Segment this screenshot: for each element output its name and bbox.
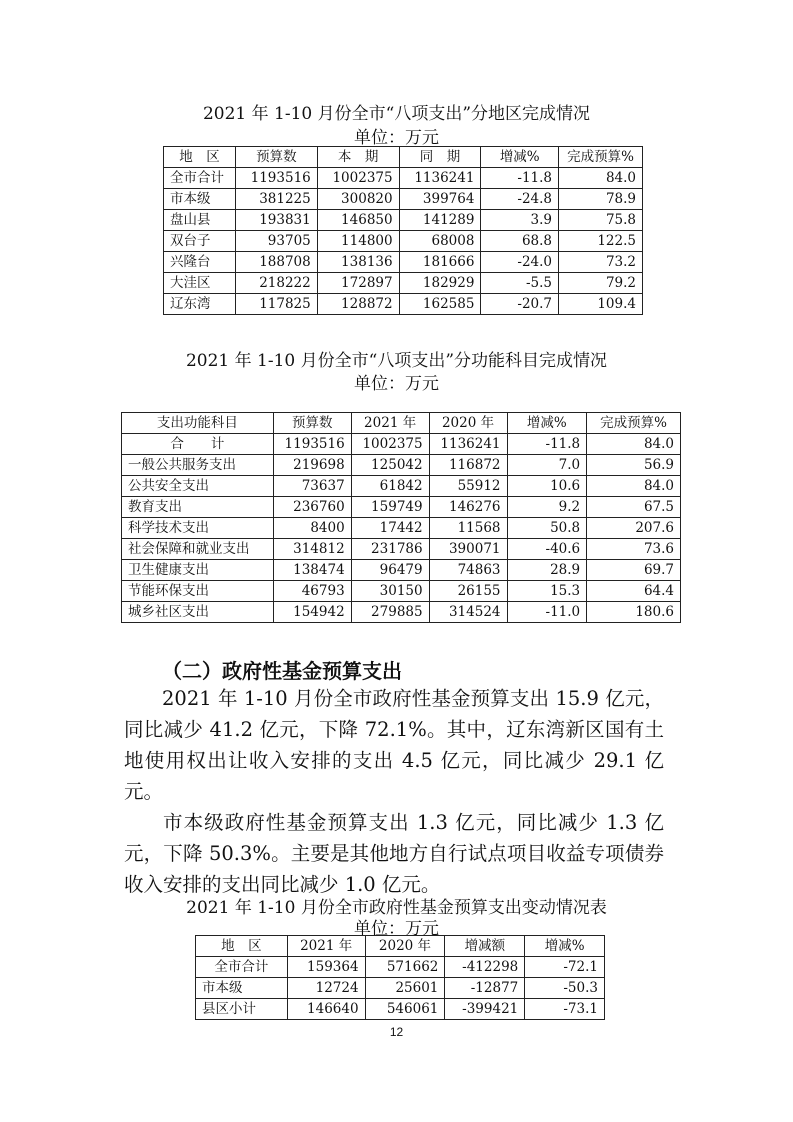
table2-category-cell: 节能环保支出 <box>122 581 274 602</box>
table2-functional-expenditure <box>121 412 681 623</box>
table1-cell: 141289 <box>399 210 481 231</box>
table1-region-cell: 盘山县 <box>164 210 236 231</box>
table1-regional-expenditure <box>163 146 643 315</box>
table2-cell: -40.6 <box>507 539 587 560</box>
table2-cell: 138474 <box>273 560 351 581</box>
table1-cell: 138136 <box>317 252 399 273</box>
table1-cell: 172897 <box>317 273 399 294</box>
table1-cell: 122.5 <box>559 231 643 252</box>
table1-region-cell: 市本级 <box>164 189 236 210</box>
table2-cell: 15.3 <box>507 581 587 602</box>
table1-cell: 79.2 <box>559 273 643 294</box>
table3-region-cell: 全市合计 <box>196 957 288 978</box>
table1-header-cell: 增减% <box>481 147 559 168</box>
table1-unit: 单位：万元 <box>354 128 439 148</box>
table2-cell: 279885 <box>351 602 429 623</box>
table1-header-cell: 同 期 <box>399 147 481 168</box>
table1-cell: 218222 <box>235 273 317 294</box>
table1-cell: 188708 <box>235 252 317 273</box>
table3-region-cell: 市本级 <box>196 978 288 999</box>
table1-cell: 381225 <box>235 189 317 210</box>
table-row <box>196 957 605 978</box>
table-row <box>122 476 681 497</box>
table2-cell: 96479 <box>351 560 429 581</box>
table-row <box>164 273 643 294</box>
table2-header-cell: 支出功能科目 <box>122 413 274 434</box>
table2-cell: -11.8 <box>507 434 587 455</box>
table-row <box>164 252 643 273</box>
table2-cell: 69.7 <box>587 560 681 581</box>
table1-header-row <box>164 147 643 168</box>
table2-category-cell: 卫生健康支出 <box>122 560 274 581</box>
table3-header-cell: 2020 年 <box>365 936 445 957</box>
table1-cell: 1002375 <box>317 168 399 189</box>
table2-cell: 84.0 <box>587 434 681 455</box>
table3-cell: 159364 <box>287 957 365 978</box>
table1-cell: 300820 <box>317 189 399 210</box>
table2-cell: 390071 <box>429 539 507 560</box>
table2-category-cell: 教育支出 <box>122 497 274 518</box>
table1-cell: 399764 <box>399 189 481 210</box>
table3-cell: 146640 <box>287 999 365 1020</box>
table-row <box>164 231 643 252</box>
table2-category-cell: 科学技术支出 <box>122 518 274 539</box>
table1-region-cell: 兴隆台 <box>164 252 236 273</box>
table1-cell: 181666 <box>399 252 481 273</box>
table1-cell: -24.0 <box>481 252 559 273</box>
table2-cell: 9.2 <box>507 497 587 518</box>
table-row <box>196 978 605 999</box>
table2-cell: 30150 <box>351 581 429 602</box>
table-row <box>196 999 605 1020</box>
table1-cell: 68.8 <box>481 231 559 252</box>
table1-cell: 162585 <box>399 294 481 315</box>
table2-cell: 1002375 <box>351 434 429 455</box>
table1-header-cell: 完成预算% <box>559 147 643 168</box>
table3-header-cell: 2021 年 <box>287 936 365 957</box>
table2-header-cell: 完成预算% <box>587 413 681 434</box>
table2-cell: 73.6 <box>587 539 681 560</box>
table-row <box>164 189 643 210</box>
table-row <box>164 210 643 231</box>
table-row <box>122 539 681 560</box>
table2-category-cell: 城乡社区支出 <box>122 602 274 623</box>
table1-cell: 73.2 <box>559 252 643 273</box>
table2-cell: 17442 <box>351 518 429 539</box>
table3-cell: -72.1 <box>525 957 605 978</box>
table2-cell: 219698 <box>273 455 351 476</box>
table2-cell: 74863 <box>429 560 507 581</box>
table2-cell: 84.0 <box>587 476 681 497</box>
table1-cell: 78.9 <box>559 189 643 210</box>
table2-header-cell: 2021 年 <box>351 413 429 434</box>
table3-header-cell: 增减% <box>525 936 605 957</box>
table1-cell: -20.7 <box>481 294 559 315</box>
table1-cell: 193831 <box>235 210 317 231</box>
table2-category-cell: 社会保障和就业支出 <box>122 539 274 560</box>
table1-cell: -11.8 <box>481 168 559 189</box>
table1-header-cell: 本 期 <box>317 147 399 168</box>
table3-cell: -412298 <box>445 957 525 978</box>
table2-cell: 1136241 <box>429 434 507 455</box>
table2-cell: -11.0 <box>507 602 587 623</box>
table2-cell: 67.5 <box>587 497 681 518</box>
table1-cell: 84.0 <box>559 168 643 189</box>
table2-cell: 146276 <box>429 497 507 518</box>
table2-cell: 125042 <box>351 455 429 476</box>
section-heading: （二）政府性基金预算支出 <box>162 659 402 683</box>
table3-header-cell: 地 区 <box>196 936 288 957</box>
table1-cell: -24.8 <box>481 189 559 210</box>
table2-unit: 单位：万元 <box>354 374 439 394</box>
table-row <box>122 560 681 581</box>
table1-cell: 128872 <box>317 294 399 315</box>
table1-cell: 114800 <box>317 231 399 252</box>
table2-header-cell: 2020 年 <box>429 413 507 434</box>
table-row <box>122 434 681 455</box>
table1-cell: 3.9 <box>481 210 559 231</box>
table3-cell: -50.3 <box>525 978 605 999</box>
table2-cell: 8400 <box>273 518 351 539</box>
table2-cell: 231786 <box>351 539 429 560</box>
table2-cell: 73637 <box>273 476 351 497</box>
table2-cell: 180.6 <box>587 602 681 623</box>
table-row <box>122 581 681 602</box>
table2-header-row <box>122 413 681 434</box>
table2-title: 2021 年 1-10 月份全市“八项支出”分功能科目完成情况 <box>185 351 608 371</box>
table2-cell: 314524 <box>429 602 507 623</box>
table1-cell: 182929 <box>399 273 481 294</box>
table3-cell: -12877 <box>445 978 525 999</box>
table3-header-row <box>196 936 605 957</box>
table-row <box>164 168 643 189</box>
table1-region-cell: 大洼区 <box>164 273 236 294</box>
table2-cell: 159749 <box>351 497 429 518</box>
table2-cell: 55912 <box>429 476 507 497</box>
table2-cell: 28.9 <box>507 560 587 581</box>
table2-header-cell: 增减% <box>507 413 587 434</box>
table2-cell: 314812 <box>273 539 351 560</box>
table2-cell: 154942 <box>273 602 351 623</box>
table1-cell: 75.8 <box>559 210 643 231</box>
table2-cell: 61842 <box>351 476 429 497</box>
table-row <box>122 497 681 518</box>
paragraph-1-text: 2021 年 1-10 月份全市政府性基金预算支出 15.9 亿元，同比减少 41.2 亿元，下降 72.1%。其中，辽东湾新区国有土地使用权出让收入安排的支出 4.5 亿元，同比减少 29.1 亿元。 <box>124 687 664 803</box>
table2-cell: 236760 <box>273 497 351 518</box>
table2-cell: 207.6 <box>587 518 681 539</box>
table1-cell: 109.4 <box>559 294 643 315</box>
table2-cell: 1193516 <box>273 434 351 455</box>
table3-unit: 单位：万元 <box>354 919 439 939</box>
table1-cell: 117825 <box>235 294 317 315</box>
paragraph-1 <box>124 683 664 807</box>
table2-header-cell: 预算数 <box>273 413 351 434</box>
table3-title: 2021 年 1-10 月份全市政府性基金预算支出变动情况表 <box>186 898 607 918</box>
table3-region-cell: 县区小计 <box>196 999 288 1020</box>
paragraph-2-text: 市本级政府性基金预算支出 1.3 亿元，同比减少 1.3 亿元，下降 50.3%。主要是其他地方自行试点项目收益专项债券收入安排的支出同比减少 1.0 亿元。 <box>124 811 664 896</box>
table-row <box>164 294 643 315</box>
table3-cell: 546061 <box>365 999 445 1020</box>
table3-cell: -73.1 <box>525 999 605 1020</box>
table1-title: 2021 年 1-10 月份全市“八项支出”分地区完成情况 <box>202 104 591 124</box>
table3-cell: 571662 <box>365 957 445 978</box>
table1-cell: 146850 <box>317 210 399 231</box>
table2-cell: 10.6 <box>507 476 587 497</box>
table1-header-cell: 预算数 <box>235 147 317 168</box>
table2-cell: 11568 <box>429 518 507 539</box>
table1-cell: -5.5 <box>481 273 559 294</box>
table1-header-cell: 地 区 <box>164 147 236 168</box>
table1-cell: 68008 <box>399 231 481 252</box>
table2-cell: 56.9 <box>587 455 681 476</box>
page-number: 12 <box>389 1025 404 1039</box>
table3-fund-budget-change <box>195 935 605 1020</box>
table2-category-cell: 公共安全支出 <box>122 476 274 497</box>
table3-header-cell: 增减额 <box>445 936 525 957</box>
table2-cell: 64.4 <box>587 581 681 602</box>
table1-cell: 1193516 <box>235 168 317 189</box>
table1-region-cell: 双台子 <box>164 231 236 252</box>
table1-cell: 1136241 <box>399 168 481 189</box>
paragraph-2 <box>124 807 664 900</box>
table-row <box>122 455 681 476</box>
table1-cell: 93705 <box>235 231 317 252</box>
table2-cell: 7.0 <box>507 455 587 476</box>
table-row <box>122 602 681 623</box>
table1-region-cell: 全市合计 <box>164 168 236 189</box>
table3-cell: -399421 <box>445 999 525 1020</box>
table2-cell: 46793 <box>273 581 351 602</box>
table2-category-cell: 一般公共服务支出 <box>122 455 274 476</box>
table-row <box>122 518 681 539</box>
table2-cell: 50.8 <box>507 518 587 539</box>
table1-region-cell: 辽东湾 <box>164 294 236 315</box>
table2-category-cell: 合 计 <box>122 434 274 455</box>
table2-cell: 26155 <box>429 581 507 602</box>
table2-cell: 116872 <box>429 455 507 476</box>
table3-cell: 25601 <box>365 978 445 999</box>
table3-cell: 12724 <box>287 978 365 999</box>
